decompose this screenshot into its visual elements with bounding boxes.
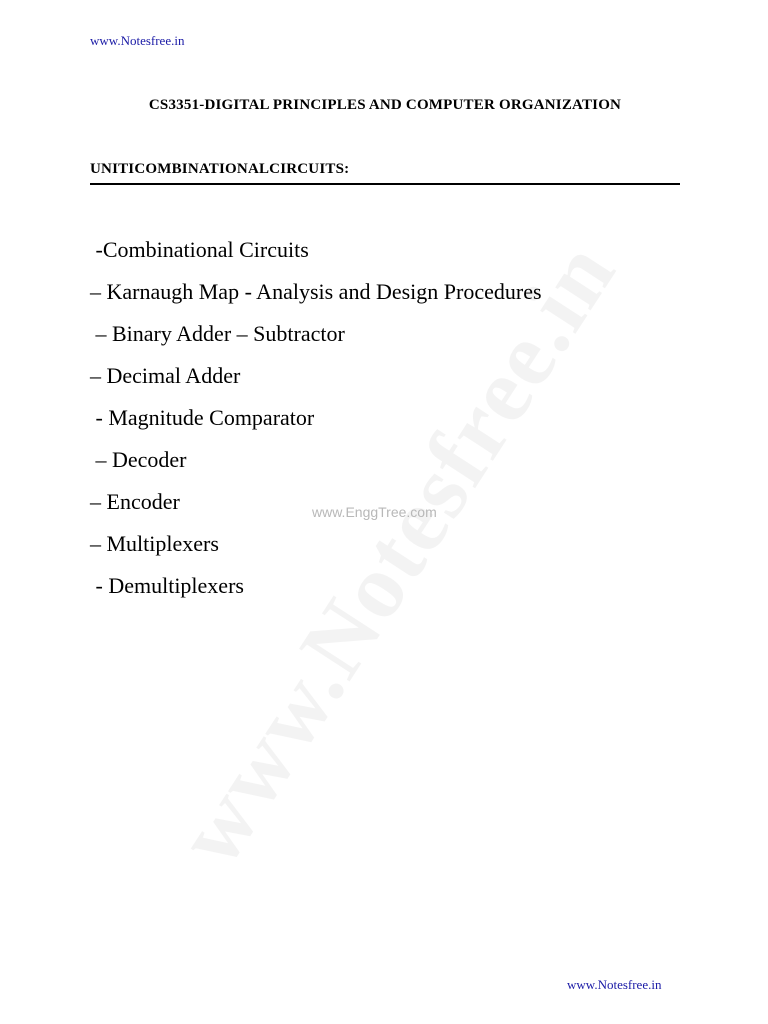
topic-item: -Combinational Circuits — [90, 237, 309, 262]
header-site-link[interactable]: www.Notesfree.in — [90, 33, 185, 48]
topic-item: – Multiplexers — [90, 531, 219, 556]
topic-item: – Karnaugh Map - Analysis and Design Procedures — [90, 279, 542, 304]
document-title: CS3351-DIGITAL PRINCIPLES AND COMPUTER ORGANIZATION — [148, 97, 622, 113]
topic-item: – Encoder — [90, 489, 180, 514]
footer-site-link[interactable]: www.Notesfree.in — [567, 977, 662, 992]
enggtree-watermark: www.EnggTree.com — [312, 504, 437, 520]
topic-item: – Binary Adder – Subtractor — [90, 321, 345, 346]
topic-item: – Decoder — [90, 447, 187, 472]
topic-item: - Magnitude Comparator — [90, 405, 315, 430]
unit-heading: UNITICOMBINATIONALCIRCUITS: — [90, 161, 350, 177]
topic-item: - Demultiplexers — [90, 573, 244, 598]
heading-underline — [90, 183, 680, 185]
topic-item: – Decimal Adder — [90, 363, 241, 388]
topic-list — [90, 229, 542, 607]
